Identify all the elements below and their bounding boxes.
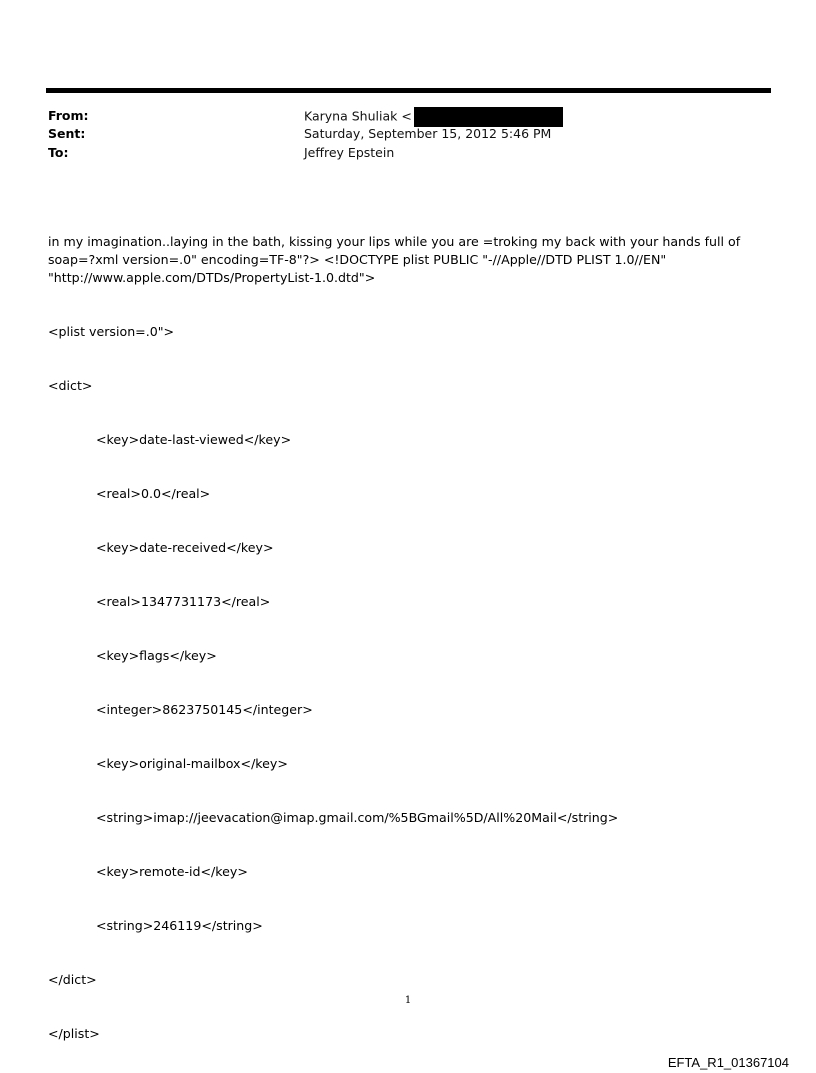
plist-close-line: </plist> bbox=[48, 1026, 100, 1041]
dict-line: <string>246119</string> bbox=[96, 918, 263, 933]
redaction-box bbox=[414, 107, 563, 127]
dict-close-line: </dict> bbox=[48, 972, 97, 987]
page-number: 1 bbox=[404, 995, 412, 1006]
sent-value: Saturday, September 15, 2012 5:46 PM bbox=[304, 126, 552, 141]
from-value bbox=[304, 107, 563, 127]
dict-line: <key>date-received</key> bbox=[96, 540, 274, 555]
dict-open-line: <dict> bbox=[48, 378, 93, 393]
dict-line: <real>1347731173</real> bbox=[96, 594, 271, 609]
to-row bbox=[48, 144, 395, 161]
email-body bbox=[48, 197, 773, 1061]
from-sender-name: Karyna Shuliak < bbox=[304, 108, 412, 124]
dict-line: <integer>8623750145</integer> bbox=[96, 702, 313, 717]
dict-line: <key>remote-id</key> bbox=[96, 864, 248, 879]
dict-line: <key>flags</key> bbox=[96, 648, 217, 663]
dict-line: <key>original-mailbox</key> bbox=[96, 756, 288, 771]
bates-stamp: EFTA_R1_01367104 bbox=[667, 1055, 789, 1070]
body-paragraph: in my imagination..laying in the bath, kissing your lips while you are =troking my back with your hands full of soap=?xml version=.0" encoding=TF-8"?> <!DOCTYPE plist PUBLIC "-//Apple//DTD PLIST 1.0//EN" "http://www.apple.com/DTDs/PropertyList-1.0.dtd"> bbox=[48, 234, 745, 285]
to-value: Jeffrey Epstein bbox=[304, 145, 395, 160]
header-divider-rule bbox=[46, 88, 771, 93]
dict-line: <key>date-last-viewed</key> bbox=[96, 432, 292, 447]
from-label: From: bbox=[48, 108, 89, 123]
sent-label: Sent: bbox=[48, 126, 86, 141]
sent-row bbox=[48, 125, 552, 142]
plist-open-line: <plist version=.0"> bbox=[48, 324, 175, 339]
from-row bbox=[48, 107, 412, 124]
dict-line: <string>imap://jeevacation@imap.gmail.com/%5BGmail%5D/All%20Mail</string> bbox=[96, 810, 619, 825]
to-label: To: bbox=[48, 145, 69, 160]
dict-line: <real>0.0</real> bbox=[96, 486, 211, 501]
